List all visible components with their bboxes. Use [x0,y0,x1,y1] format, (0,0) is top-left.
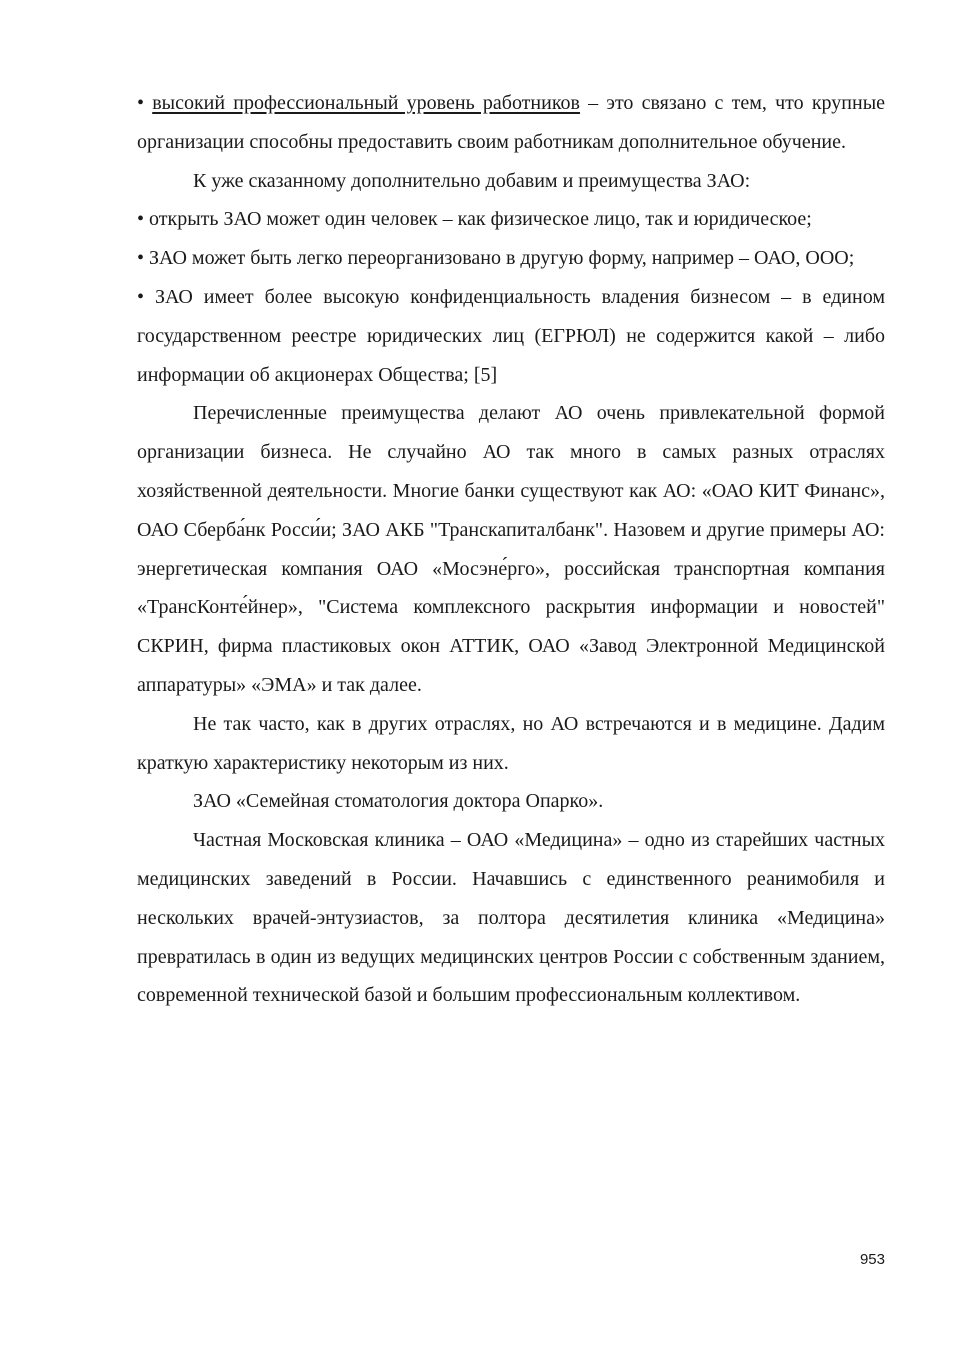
page-number: 953 [859,1251,885,1268]
bullet-open-zao: • открыть ЗАО может один человек – как физическое лицо, так и юридическое; [137,208,812,231]
paragraph-intro-zao: К уже сказанному дополнительно добавим и преимущества ЗАО: [193,169,751,192]
document-body [137,84,885,1015]
bullet-confidentiality: • ЗАО имеет более высокую конфиденциальность владения бизнесом – в едином государственном реестре юридических лиц (ЕГРЮЛ) не содержится какой – либо информации об акционерах Общества; [5] [137,285,885,386]
bullet-reorganize: • ЗАО может быть легко переорганизовано в другую форму, например – ОАО, ООО; [137,247,855,270]
paragraph-advantages: Перечисленные преимущества делают АО очень привлекательной формой организации бизнеса. Не случайно АО так много в самых разных отраслях хозяйственной деятельности. Многие банки существуют как АО: «ОАО КИТ Финанс», ОАО Сберба́нк Росси́и; ЗАО АКБ "Транскапиталбанк". Назовем и другие примеры АО: энергетическая компания ОАО «Мосэне́рго», российская транспортная компания «ТрансКонте́йнер», "Система комплексного раскрытия информации и новостей" СКРИН, фирма пластиковых окон АТТИК, ОАО «Завод Электронной Медицинской аппаратуры» «ЭМА» и так далее. [137,402,885,696]
paragraph-clinic: Частная Московская клиника – ОАО «Медицина» – одно из старейших частных медицинских заведений в России. Начавшись с единственного реанимобиля и нескольких врачей-энтузиастов, за полтора десятилетия клиника «Медицина» превратилась в один из ведущих медицинских центров России с собственным зданием, современной технической базой и большим профессиональным коллективом. [137,829,885,1007]
paragraph-medicine: Не так часто, как в других отраслях, но АО встречаются и в медицине. Дадим краткую характеристику некоторым из них. [137,712,885,774]
bullet-marker: • [137,92,153,114]
bullet-text: – это связано с тем, что крупные организации способны предоставить своим работникам дополнительное обучение. [137,92,886,153]
underlined-term: высокий профессиональный уровень работников [152,92,580,114]
bullet-professional-level [137,84,885,162]
paragraph-dental: ЗАО «Семейная стоматология доктора Опарко». [193,790,604,813]
